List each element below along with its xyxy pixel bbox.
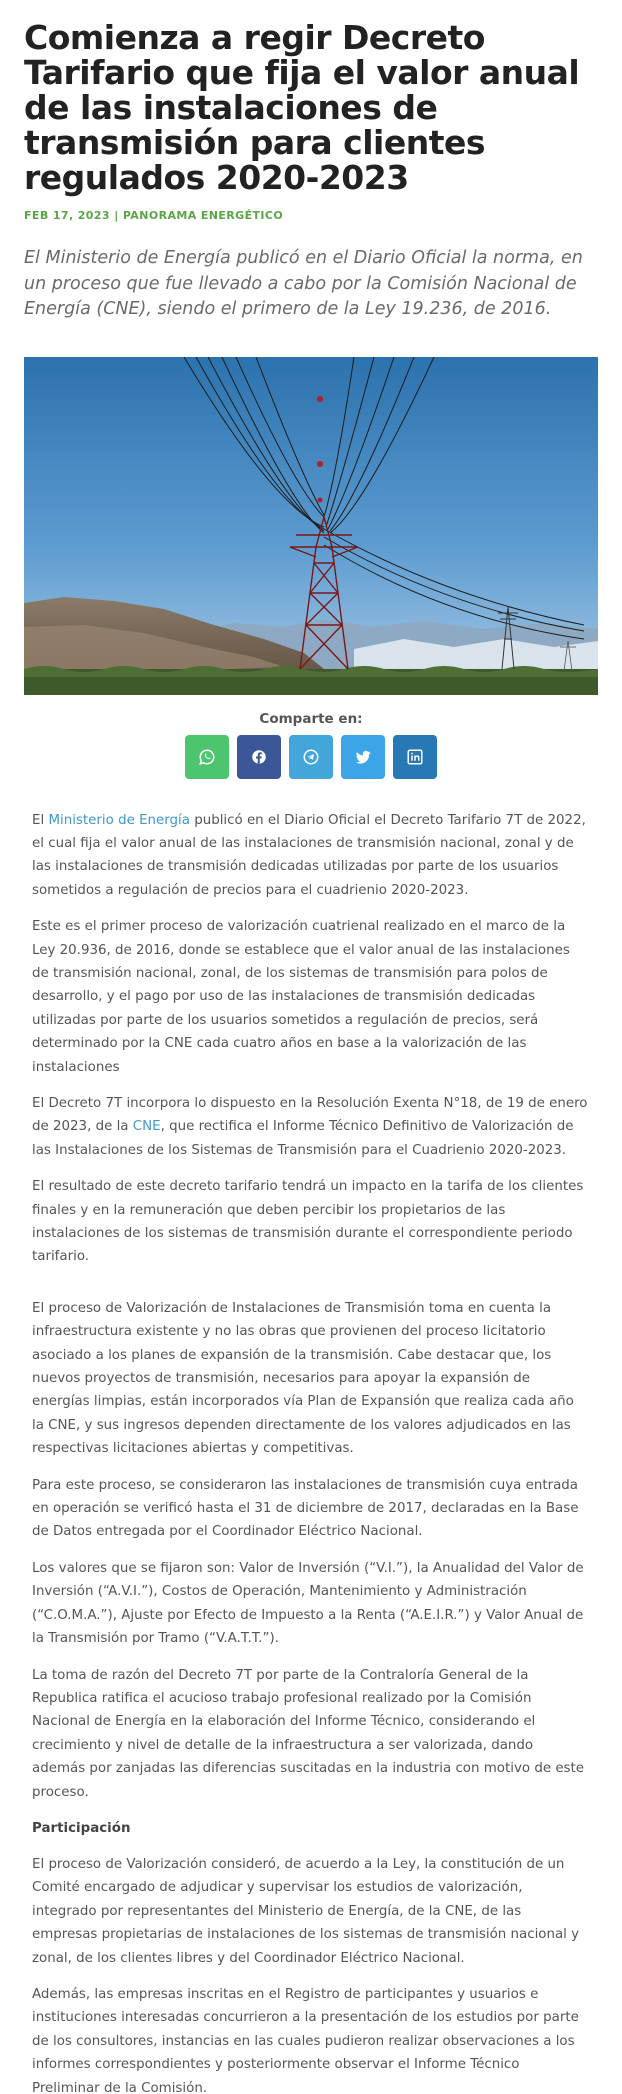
facebook-icon bbox=[250, 748, 268, 766]
hero-image-transmission-tower bbox=[24, 357, 598, 695]
share-section bbox=[0, 711, 622, 779]
paragraph-6: Para este proceso, se consideraron las instalaciones de transmisión cuya entrada en operación se verificó hasta el 31 de diciembre de 2017, declaradas en la Base de Datos entregada por el Coordinador Eléctrico Nacional. bbox=[32, 1477, 579, 1540]
section-heading-participacion: Participación bbox=[32, 1820, 131, 1836]
share-linkedin-button[interactable] bbox=[393, 735, 437, 779]
linkedin-icon bbox=[406, 748, 424, 766]
share-label: Comparte en: bbox=[259, 710, 363, 727]
article-header bbox=[0, 0, 622, 323]
link-ministerio-energia[interactable]: Ministerio de Energía bbox=[48, 812, 190, 828]
share-whatsapp-button[interactable] bbox=[185, 735, 229, 779]
article-body bbox=[0, 809, 622, 2094]
paragraph-5: El proceso de Valorización de Instalaciones de Transmisión toma en cuenta la infraestructura existente y no las obras que provienen del proceso licitatorio asociado a los planes de expansión de la transmisión. Cabe destacar que, los nuevos proyectos de transmisión, necesarios para apoyar la expansión de energías limpias, están incorporados vía Plan de Expansión que realiza cada año la CNE, y sus ingresos dependen directamente de los valores adjudicados en las respectivas licitaciones abiertas y competitivas. bbox=[32, 1300, 574, 1457]
whatsapp-icon bbox=[198, 748, 216, 766]
share-buttons bbox=[0, 735, 622, 779]
share-twitter-button[interactable] bbox=[341, 735, 385, 779]
paragraph-2: Este es el primer proceso de valorización cuatrienal realizado en el marco de la Ley 20.936, de 2016, donde se establece que el valor anual de las instalaciones de transmisión nacional, zonal, de los sistemas de transmisión para polos de desarrollo, y el pago por uso de las instalaciones de transmisión dedicadas utilizadas por parte de los usuarios sometidos a regulación de precios, será determinado por la CNE cada cuatro años en base a la valorización de las instalaciones bbox=[32, 919, 570, 1075]
telegram-icon bbox=[302, 748, 320, 766]
paragraph-8: La toma de razón del Decreto 7T por parte de la Contraloría General de la Republica ratifica el acucioso trabajo profesional realizado por la Comisión Nacional de Energía en la elaboración del Informe Técnico, considerando el crecimiento y nivel de detalle de la infraestructura a ser valorizada, dando además por zanjadas las diferencias suscitadas en la industria con motivo de este proceso. bbox=[32, 1667, 585, 1800]
paragraph-4: El resultado de este decreto tarifario tendrá un impacto en la tarifa de los clientes finales y en la remuneración que deben percibir los propietarios de las instalaciones de los sistemas de transmisión durante el correspondiente periodo tarifario. bbox=[32, 1179, 584, 1265]
twitter-icon bbox=[354, 748, 372, 766]
paragraph-7: Los valores que se fijaron son: Valor de Inversión (“V.I.”), la Anualidad del Valor de Inversión (“A.V.I.”), Costos de Operación, Mantenimiento y Administración (“C.O.M.A.”), Ajuste por Efecto de Impuesto a la Renta (“A.E.I.R.”) y Valor Anual de la Transmisión por Tramo (“V.A.T.T.”). bbox=[32, 1560, 584, 1647]
link-cne[interactable]: CNE bbox=[132, 1119, 161, 1135]
share-facebook-button[interactable] bbox=[237, 735, 281, 779]
page-title: Comienza a regir Decreto Tarifario que fija el valor anual de las instalaciones de transmisión para clientes regulados 2020-2023 bbox=[24, 18, 580, 197]
article-lead: El Ministerio de Energía publicó en el Diario Oficial la norma, en un proceso que fue llevado a cabo por la Comisión Nacional de Energía (CNE), siendo el primero de la Ley 19.236, de 2016. bbox=[24, 248, 583, 319]
paragraph-10: Además, las empresas inscritas en el Registro de participantes y usuarios e instituciones interesadas concurrieron a la presentación de los estudios por parte de los consultores, instancias en las cuales pudieron realizar observaciones a los informes correspondientes y posteriormente observar el Informe Técnico Preliminar de la Comisión. bbox=[32, 1986, 579, 2094]
paragraph-1: El Ministerio de Energía publicó en el Diario Oficial el Decreto Tarifario 7T de 2022, el cual fija el valor anual de las instalaciones de transmisión nacional, zonal y de las instalaciones de transmisión dedicadas utilizadas por parte de los usuarios sometidos a regulación de precios para el cuadrienio 2020-2023. bbox=[32, 812, 586, 898]
share-telegram-button[interactable] bbox=[289, 735, 333, 779]
paragraph-3: El Decreto 7T incorpora lo dispuesto en la Resolución Exenta N°18, de 19 de enero de 2023, de la CNE, que rectifica el Informe Técnico Definitivo de Valorización de las Instalaciones de los Sistemas de Transmisión para el Cuadrienio 2020-2023. bbox=[32, 1095, 588, 1158]
article-meta: FEB 17, 2023 | PANORAMA ENERGÉTICO bbox=[24, 209, 284, 222]
paragraph-9: El proceso de Valorización consideró, de acuerdo a la Ley, la constitución de un Comité encargado de adjudicar y supervisar los estudios de valorización, integrado por representantes del Ministerio de Energía, de la CNE, de las empresas propietarias de instalaciones de los sistemas de transmisión nacional y zonal, de los clientes libres y del Coordinador Eléctrico Nacional. bbox=[32, 1856, 580, 1966]
